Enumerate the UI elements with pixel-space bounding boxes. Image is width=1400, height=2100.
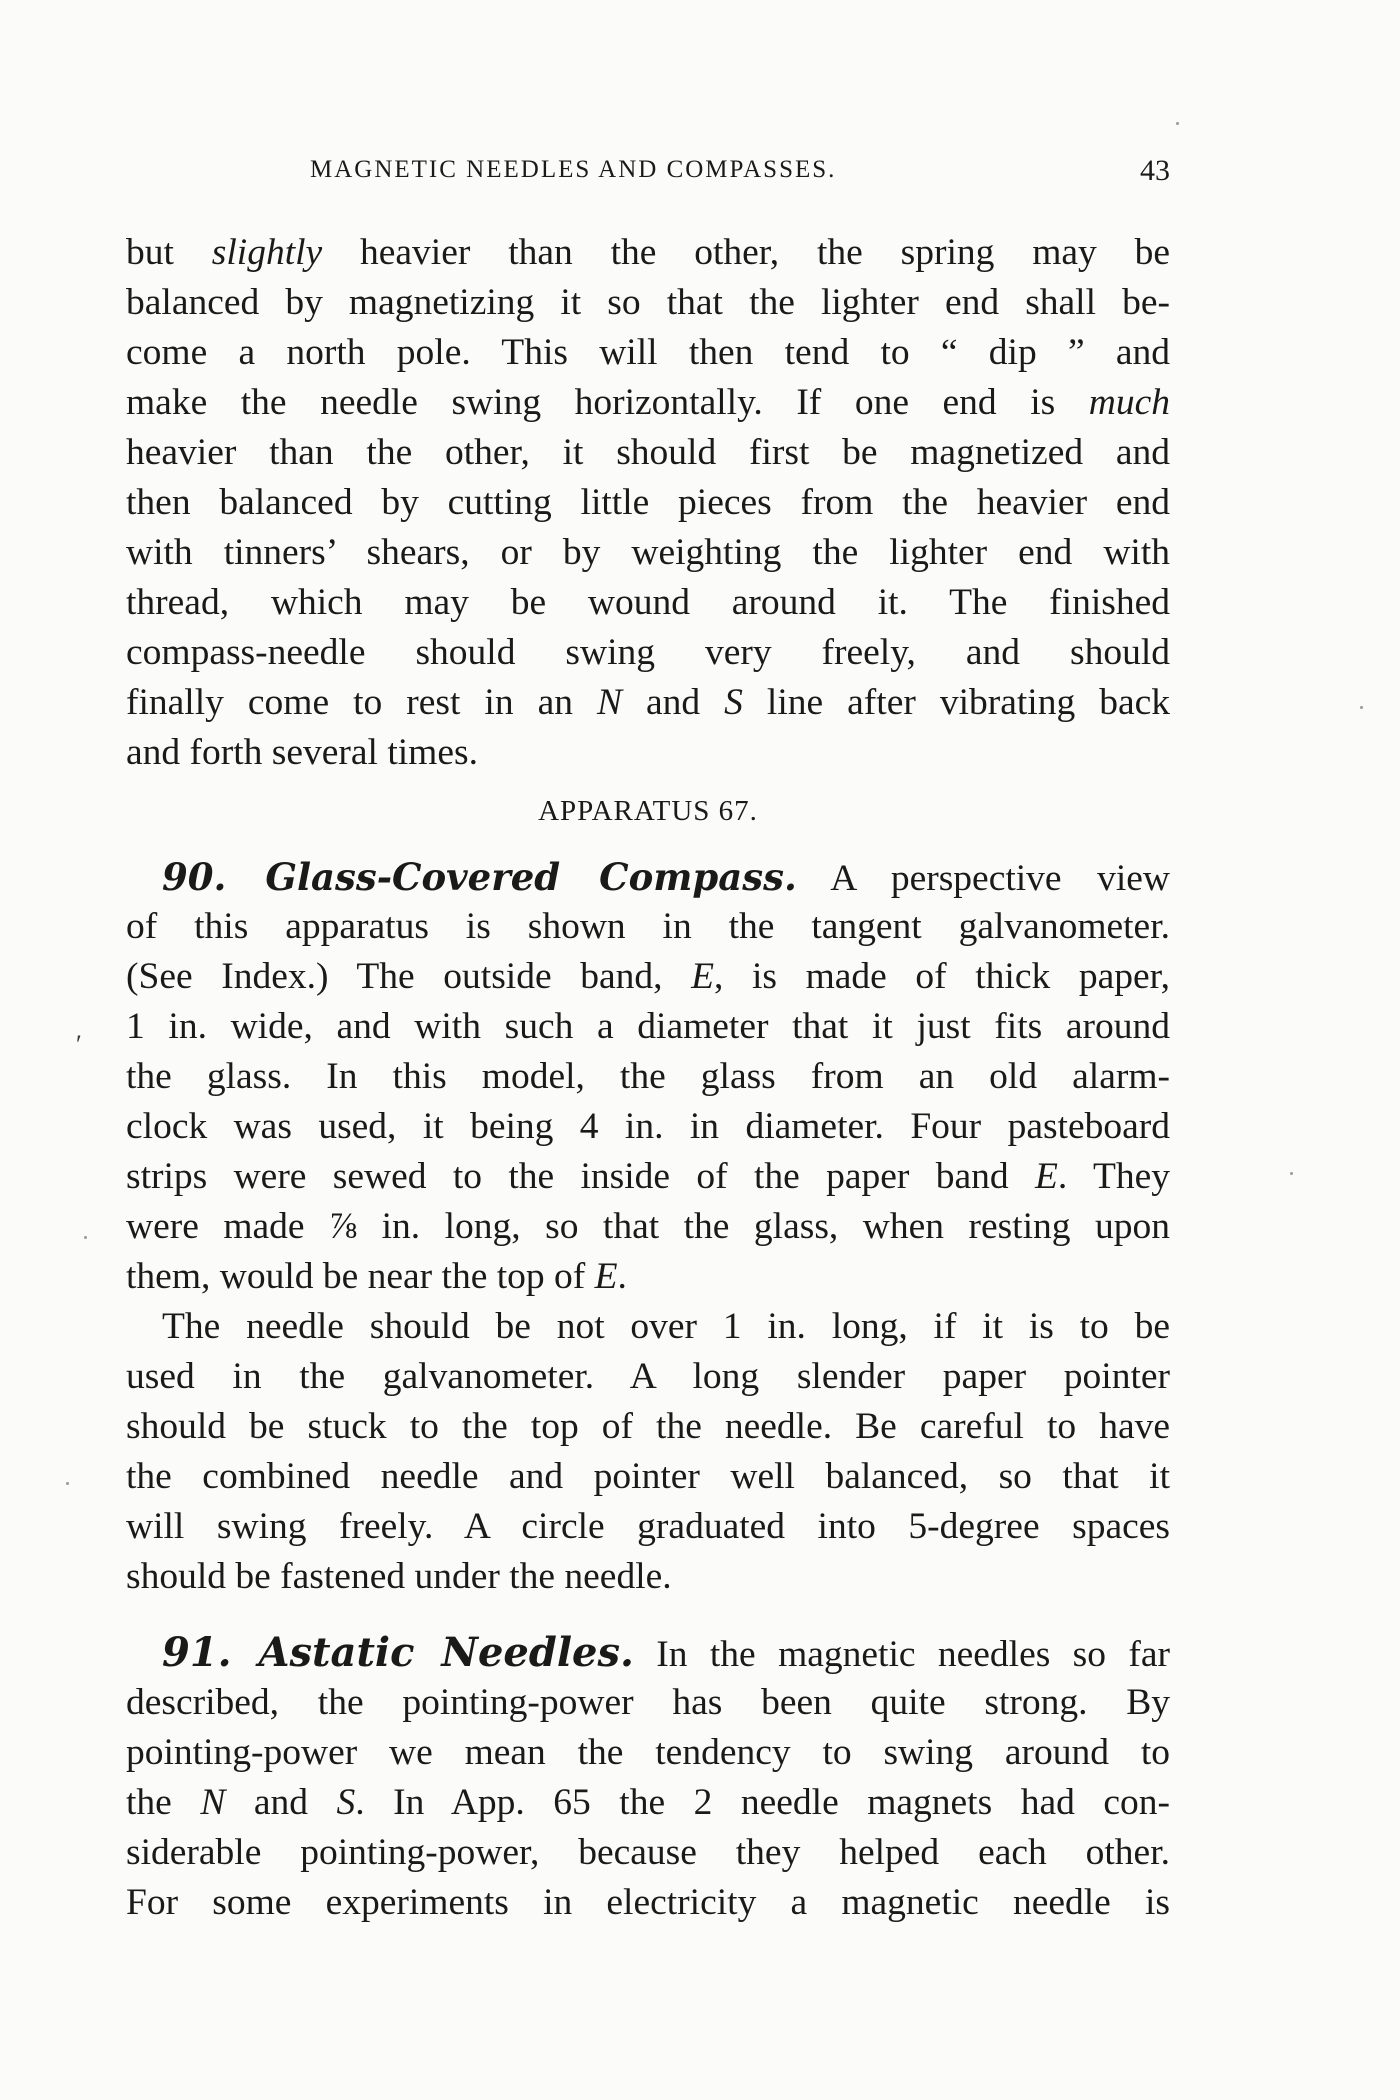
text-line: of this apparatus is shown in the tangent galvanometer. (126, 906, 1170, 947)
text-line: come a north pole. This will then tend to “ dip ” and (126, 332, 1170, 373)
text-line: balanced by magnetizing it so that the lighter end shall be- (126, 282, 1170, 323)
text-line: thread, which may be wound around it. The finished (126, 582, 1170, 623)
text-line: with tinners’ shears, or by weighting the lighter end with (126, 532, 1170, 573)
scan-speck (66, 1482, 69, 1485)
text-line: finally come to rest in an N and S line after vibrating back (126, 682, 1170, 723)
scan-mark: ′ (76, 1030, 82, 1059)
text-line: but slightly heavier than the other, the spring may be (126, 232, 1171, 273)
paragraph (126, 1302, 1170, 1602)
text-line: heavier than the other, it should first be magnetized and (126, 432, 1170, 473)
running-head-title: MAGNETIC NEEDLES AND COMPASSES. (310, 156, 837, 183)
page-number: 43 (1140, 154, 1170, 187)
text-line: and forth several times. (126, 732, 478, 773)
scan-speck (1360, 706, 1363, 709)
text-line: siderable pointing-power, because they helped each other. (126, 1832, 1170, 1873)
text-line: were made ⅞ in. long, so that the glass, when resting upon (126, 1206, 1170, 1247)
text-line: The needle should be not over 1 in. long, if it is to be (162, 1306, 1170, 1347)
scan-speck (84, 1236, 87, 1239)
section-91 (126, 1628, 1170, 1928)
text-line: the N and S. In App. 65 the 2 needle magnets had con- (126, 1782, 1170, 1823)
paragraph-continuation (126, 228, 1170, 778)
text-line: will swing freely. A circle graduated into 5-degree spaces (126, 1506, 1170, 1547)
section-title: 91. Astatic Needles. (162, 1629, 634, 1676)
text-line: described, the pointing-power has been quite strong. By (126, 1682, 1170, 1723)
apparatus-heading: APPARATUS 67. (538, 795, 758, 827)
text-line: compass-needle should swing very freely, and should (126, 632, 1170, 673)
text-line: 90. Glass-Covered Compass. A perspective view (162, 855, 1170, 899)
scan-speck (1176, 122, 1179, 125)
emphasis: much (1088, 382, 1170, 423)
scan-speck (1290, 1172, 1293, 1175)
text-line: make the needle swing horizontally. If one end is much (126, 382, 1170, 423)
text-line: them, would be near the top of E. (126, 1256, 627, 1297)
text-line: strips were sewed to the inside of the paper band E. They (126, 1156, 1170, 1197)
text-line: should be fastened under the needle. (126, 1556, 672, 1597)
body-text (126, 228, 1170, 1928)
text-line: For some experiments in electricity a magnetic needle is (126, 1882, 1170, 1923)
text-line: pointing-power we mean the tendency to swing around to (126, 1732, 1170, 1773)
text-line: 91. Astatic Needles. In the magnetic needles so far (162, 1629, 1170, 1676)
text-line: should be stuck to the top of the needle. Be careful to have (126, 1406, 1170, 1447)
section-title: 90. Glass-Covered Compass. (162, 855, 797, 899)
text-line: clock was used, it being 4 in. in diameter. Four pasteboard (126, 1106, 1170, 1147)
text-line: (See Index.) The outside band, E, is made of thick paper, (126, 956, 1170, 997)
text-line: then balanced by cutting little pieces from the heavier end (126, 482, 1170, 523)
text-line: the combined needle and pointer well balanced, so that it (126, 1456, 1170, 1497)
section-90 (126, 852, 1170, 1302)
text-line: the glass. In this model, the glass from an old alarm- (126, 1056, 1170, 1097)
emphasis: slightly (211, 232, 323, 273)
text-line: used in the galvanometer. A long slender paper pointer (126, 1356, 1170, 1397)
text-line: 1 in. wide, and with such a diameter that it just fits around (126, 1006, 1170, 1047)
